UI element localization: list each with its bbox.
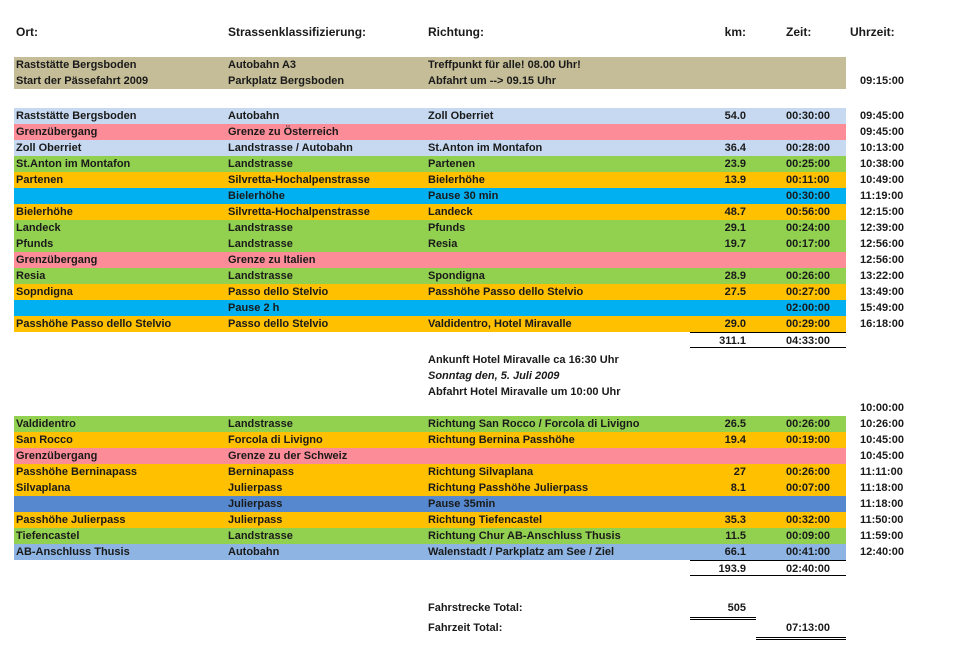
cell-richtung: Richtung Silvaplana (428, 464, 690, 480)
cell-line (690, 57, 746, 73)
cell-uhrzeit: 11:18:00 (846, 496, 964, 512)
cell-ort (14, 400, 228, 416)
spacer-row (14, 576, 964, 600)
cell-zeit: 00:26:00 (756, 268, 846, 284)
cell-uhrzeit (846, 560, 964, 576)
cell-line: Parkplatz Bergsboden (228, 75, 345, 87)
cell-zeit: 00:27:00 (756, 284, 846, 300)
cell-uhrzeit (846, 600, 964, 620)
table-row (14, 236, 964, 252)
cell-richtung: Fahrzeit Total: (428, 622, 503, 634)
cell-strasse (228, 620, 428, 640)
cell-km: 27.5 (690, 284, 756, 300)
cell-richtung: Abfahrt Hotel Miravalle um 10:00 Uhr (428, 386, 621, 398)
cell-uhrzeit: 15:49:00 (846, 300, 964, 316)
cell-km (690, 620, 756, 640)
cell-richtung: Pause 30 min (428, 188, 690, 204)
cell-km: 193.9 (690, 560, 756, 576)
cell-km (690, 188, 756, 204)
cell-ort: Silvaplana (14, 480, 228, 496)
table-row (14, 124, 964, 140)
cell-ort: Passhöhe Berninapass (14, 464, 228, 480)
cell-richtung (428, 332, 690, 348)
cell-ort (14, 560, 228, 576)
cell-line: 09:15:00 (860, 75, 905, 87)
table-row (14, 268, 964, 284)
cell-richtung: Richtung Passhöhe Julierpass (428, 480, 690, 496)
cell-uhrzeit (846, 57, 964, 89)
cell-zeit: 02:00:00 (756, 300, 846, 316)
cell-zeit: 00:24:00 (756, 220, 846, 236)
cell-km: 13.9 (690, 172, 756, 188)
cell-richtung (428, 560, 690, 576)
cell-uhrzeit: 10:13:00 (846, 140, 964, 156)
table-body (0, 57, 964, 640)
cell-zeit: 00:56:00 (756, 204, 846, 220)
table-row (14, 464, 964, 480)
cell-uhrzeit: 10:45:00 (846, 432, 964, 448)
cell-strasse (228, 560, 428, 576)
cell-uhrzeit: 12:39:00 (846, 220, 964, 236)
cell-km: 27 (690, 464, 756, 480)
cell-zeit (756, 600, 846, 620)
cell-km (690, 352, 756, 368)
cell-strasse (228, 57, 428, 89)
cell-richtung: Bielerhöhe (428, 172, 690, 188)
cell-km: 66.1 (690, 544, 756, 560)
cell-strasse: Autobahn (228, 544, 428, 560)
cell-strasse: Passo dello Stelvio (228, 284, 428, 300)
table-row (14, 316, 964, 332)
cell-ort: Resia (14, 268, 228, 284)
cell-richtung: Ankunft Hotel Miravalle ca 16:30 Uhr (428, 354, 619, 366)
cell-uhrzeit (846, 384, 964, 400)
cell-uhrzeit: 09:45:00 (846, 124, 964, 140)
cell-km: 35.3 (690, 512, 756, 528)
cell-line: Autobahn A3 (228, 59, 297, 71)
table-row (14, 496, 964, 512)
cell-zeit (756, 496, 846, 512)
table-row (14, 544, 964, 560)
cell-richtung (428, 57, 690, 89)
cell-km: 23.9 (690, 156, 756, 172)
cell-km: 8.1 (690, 480, 756, 496)
cell-ort: Sopndigna (14, 284, 228, 300)
cell-ort (14, 620, 228, 640)
cell-ort (14, 57, 228, 89)
cell-zeit (756, 448, 846, 464)
table-row (14, 188, 964, 204)
cell-strasse: Julierpass (228, 480, 428, 496)
cell-uhrzeit: 12:15:00 (846, 204, 964, 220)
cell-uhrzeit: 12:40:00 (846, 544, 964, 560)
cell-km: 19.4 (690, 432, 756, 448)
cell-strasse: Silvretta-Hochalpenstrasse (228, 172, 428, 188)
cell-ort (14, 384, 228, 400)
cell-richtung: Pause 35min (428, 496, 690, 512)
table-row (14, 252, 964, 268)
cell-ort: St.Anton im Montafon (14, 156, 228, 172)
column-header-uhrzeit: Uhrzeit: (846, 24, 964, 40)
cell-line: Treffpunkt für alle! 08.00 Uhr! (428, 59, 581, 71)
cell-zeit (756, 368, 846, 384)
cell-ort (14, 600, 228, 620)
cell-uhrzeit: 13:49:00 (846, 284, 964, 300)
cell-km (690, 368, 756, 384)
cell-km (690, 124, 756, 140)
cell-km: 54.0 (690, 108, 756, 124)
table-row (14, 156, 964, 172)
cell-strasse: Landstrasse (228, 236, 428, 252)
cell-richtung: Richtung Tiefencastel (428, 512, 690, 528)
cell-line (786, 57, 846, 73)
cell-uhrzeit: 11:11:00 (846, 464, 964, 480)
cell-uhrzeit: 10:00:00 (846, 400, 964, 416)
cell-strasse: Grenze zu der Schweiz (228, 448, 428, 464)
cell-strasse (228, 400, 428, 416)
cell-km: 29.0 (690, 316, 756, 332)
cell-strasse: Silvretta-Hochalpenstrasse (228, 204, 428, 220)
table-row (14, 300, 964, 316)
cell-uhrzeit: 09:45:00 (846, 108, 964, 124)
cell-zeit: 00:28:00 (756, 140, 846, 156)
cell-ort: Grenzübergang (14, 448, 228, 464)
cell-uhrzeit: 10:45:00 (846, 448, 964, 464)
cell-zeit (756, 252, 846, 268)
cell-strasse: Berninapass (228, 464, 428, 480)
cell-richtung: Fahrstrecke Total: (428, 602, 523, 614)
cell-km (690, 300, 756, 316)
cell-ort (14, 188, 228, 204)
cell-zeit: 00:26:00 (756, 416, 846, 432)
cell-km: 29.1 (690, 220, 756, 236)
table-row (14, 332, 964, 348)
cell-zeit (756, 124, 846, 140)
cell-strasse (228, 352, 428, 368)
cell-zeit (756, 384, 846, 400)
cell-zeit: 02:40:00 (756, 560, 846, 576)
cell-strasse (228, 368, 428, 384)
cell-strasse: Landstrasse (228, 156, 428, 172)
cell-strasse: Landstrasse / Autobahn (228, 140, 428, 156)
cell-uhrzeit (846, 368, 964, 384)
cell-richtung: Sonntag den, 5. Juli 2009 (428, 370, 560, 382)
cell-zeit (756, 400, 846, 416)
cell-km: 11.5 (690, 528, 756, 544)
table-row (14, 448, 964, 464)
table-row (14, 140, 964, 156)
cell-uhrzeit: 11:50:00 (846, 512, 964, 528)
cell-strasse: Julierpass (228, 512, 428, 528)
cell-ort: Raststätte Bergsboden (14, 108, 228, 124)
cell-zeit: 00:19:00 (756, 432, 846, 448)
cell-strasse: Grenze zu Österreich (228, 124, 428, 140)
cell-richtung: Passhöhe Passo dello Stelvio (428, 284, 690, 300)
cell-strasse: Julierpass (228, 496, 428, 512)
cell-uhrzeit: 12:56:00 (846, 236, 964, 252)
table-row (14, 368, 964, 384)
cell-line (786, 73, 846, 89)
cell-ort (14, 368, 228, 384)
cell-uhrzeit: 11:18:00 (846, 480, 964, 496)
cell-uhrzeit (846, 332, 964, 348)
cell-zeit: 04:33:00 (756, 332, 846, 348)
cell-uhrzeit: 16:18:00 (846, 316, 964, 332)
table-row (14, 600, 964, 620)
cell-ort: Tiefencastel (14, 528, 228, 544)
cell-zeit: 00:07:00 (756, 480, 846, 496)
cell-zeit (756, 352, 846, 368)
cell-km (690, 57, 756, 89)
cell-strasse: Landstrasse (228, 416, 428, 432)
cell-uhrzeit: 11:19:00 (846, 188, 964, 204)
cell-line (690, 73, 746, 89)
cell-ort: AB-Anschluss Thusis (14, 544, 228, 560)
cell-uhrzeit: 11:59:00 (846, 528, 964, 544)
cell-zeit: 00:32:00 (756, 512, 846, 528)
cell-ort (14, 352, 228, 368)
cell-uhrzeit (846, 352, 964, 368)
cell-ort: Pfunds (14, 236, 228, 252)
cell-zeit: 07:13:00 (756, 620, 846, 640)
table-row (14, 560, 964, 576)
cell-richtung (428, 252, 690, 268)
cell-ort: Passhöhe Julierpass (14, 512, 228, 528)
cell-ort: Grenzübergang (14, 124, 228, 140)
cell-richtung: Valdidentro, Hotel Miravalle (428, 316, 690, 332)
cell-line: Start der Pässefahrt 2009 (16, 75, 149, 87)
cell-zeit: 00:30:00 (756, 108, 846, 124)
cell-richtung (428, 400, 690, 416)
cell-strasse: Bielerhöhe (228, 188, 428, 204)
cell-richtung: Landeck (428, 204, 690, 220)
cell-strasse: Pause 2 h (228, 300, 428, 316)
table-row (14, 352, 964, 368)
cell-ort: Partenen (14, 172, 228, 188)
cell-zeit (756, 57, 846, 89)
cell-strasse: Landstrasse (228, 220, 428, 236)
cell-ort: Passhöhe Passo dello Stelvio (14, 316, 228, 332)
cell-ort (14, 300, 228, 316)
table-row (14, 620, 964, 640)
cell-strasse (228, 384, 428, 400)
cell-ort: Grenzübergang (14, 252, 228, 268)
cell-richtung: Spondigna (428, 268, 690, 284)
cell-km: 48.7 (690, 204, 756, 220)
table-row (14, 400, 964, 416)
column-header-richtung: Richtung: (428, 25, 484, 39)
cell-km (690, 448, 756, 464)
cell-km (690, 400, 756, 416)
cell-zeit: 00:25:00 (756, 156, 846, 172)
cell-ort: Landeck (14, 220, 228, 236)
spacer-row (14, 89, 964, 108)
cell-zeit: 00:09:00 (756, 528, 846, 544)
header-row (14, 24, 964, 40)
table-row (14, 57, 964, 89)
cell-km: 26.5 (690, 416, 756, 432)
cell-line: Abfahrt um --> 09.15 Uhr (428, 75, 557, 87)
cell-strasse: Landstrasse (228, 528, 428, 544)
cell-km: 311.1 (690, 332, 756, 348)
cell-km: 28.9 (690, 268, 756, 284)
cell-zeit: 00:11:00 (756, 172, 846, 188)
column-header-ort: Ort: (16, 25, 38, 39)
cell-line: Raststätte Bergsboden (16, 59, 137, 71)
cell-richtung: Walenstadt / Parkplatz am See / Ziel (428, 544, 690, 560)
cell-zeit: 00:29:00 (756, 316, 846, 332)
cell-strasse: Forcola di Livigno (228, 432, 428, 448)
cell-zeit: 00:17:00 (756, 236, 846, 252)
table-row (14, 284, 964, 300)
cell-richtung: Pfunds (428, 220, 690, 236)
table-row (14, 432, 964, 448)
cell-richtung: Zoll Oberriet (428, 108, 690, 124)
cell-zeit: 00:41:00 (756, 544, 846, 560)
table-row (14, 416, 964, 432)
cell-richtung: Richtung Bernina Passhöhe (428, 432, 690, 448)
cell-km (690, 384, 756, 400)
cell-richtung (428, 448, 690, 464)
cell-uhrzeit: 10:26:00 (846, 416, 964, 432)
table-row (14, 512, 964, 528)
table-row (14, 172, 964, 188)
cell-km (690, 496, 756, 512)
table-row (14, 528, 964, 544)
cell-strasse: Landstrasse (228, 268, 428, 284)
cell-km (690, 252, 756, 268)
cell-richtung (428, 300, 690, 316)
cell-uhrzeit: 10:49:00 (846, 172, 964, 188)
column-header-zeit: Zeit: (786, 25, 812, 39)
cell-richtung: St.Anton im Montafon (428, 140, 690, 156)
cell-richtung: Resia (428, 236, 690, 252)
table-row (14, 108, 964, 124)
cell-uhrzeit: 13:22:00 (846, 268, 964, 284)
cell-ort (14, 496, 228, 512)
table-row (14, 480, 964, 496)
cell-richtung: Richtung San Rocco / Forcola di Livigno (428, 416, 690, 432)
cell-strasse (228, 600, 428, 620)
cell-uhrzeit (846, 620, 964, 640)
cell-zeit: 00:30:00 (756, 188, 846, 204)
cell-strasse: Grenze zu Italien (228, 252, 428, 268)
cell-uhrzeit: 10:38:00 (846, 156, 964, 172)
cell-ort: Zoll Oberriet (14, 140, 228, 156)
cell-strasse (228, 332, 428, 348)
cell-km: 19.7 (690, 236, 756, 252)
cell-richtung: Richtung Chur AB-Anschluss Thusis (428, 528, 690, 544)
cell-uhrzeit: 12:56:00 (846, 252, 964, 268)
cell-km: 505 (690, 600, 756, 620)
cell-ort: San Rocco (14, 432, 228, 448)
table-row (14, 220, 964, 236)
cell-zeit: 00:26:00 (756, 464, 846, 480)
cell-richtung (428, 124, 690, 140)
cell-ort (14, 332, 228, 348)
cell-km: 36.4 (690, 140, 756, 156)
cell-strasse: Autobahn (228, 108, 428, 124)
cell-richtung: Partenen (428, 156, 690, 172)
cell-strasse: Passo dello Stelvio (228, 316, 428, 332)
cell-ort: Valdidentro (14, 416, 228, 432)
column-header-km: km: (724, 25, 746, 39)
cell-line (860, 57, 964, 73)
table-row (14, 204, 964, 220)
table-row (14, 384, 964, 400)
cell-ort: Bielerhöhe (14, 204, 228, 220)
column-header-strassenklassifizierung: Strassenklassifizierung: (228, 25, 367, 39)
